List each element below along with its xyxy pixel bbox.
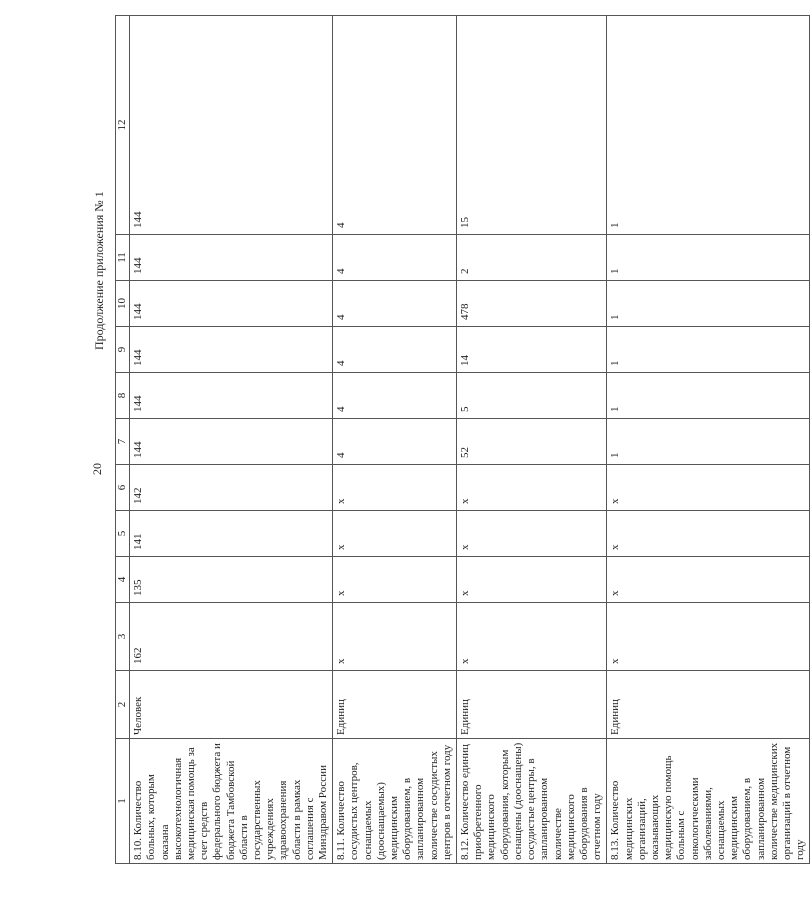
header-row: [116, 16, 130, 864]
value-cell: 4: [333, 327, 457, 373]
value-cell: 135: [130, 557, 333, 603]
value-cell: 5: [457, 373, 607, 419]
value-cell: x: [607, 511, 810, 557]
unit-cell: Человек: [130, 671, 333, 739]
value-cell: 142: [130, 465, 333, 511]
value-cell: 4: [333, 235, 457, 281]
value-cell: 144: [130, 16, 333, 235]
value-cell: x: [333, 511, 457, 557]
value-cell: x: [607, 603, 810, 671]
value-cell: 144: [130, 235, 333, 281]
header-cell: 2: [116, 671, 130, 739]
value-cell: x: [457, 465, 607, 511]
table-row: [607, 16, 810, 864]
value-cell: x: [457, 511, 607, 557]
value-cell: x: [607, 465, 810, 511]
value-cell: 4: [333, 419, 457, 465]
header-cell: 7: [116, 419, 130, 465]
value-cell: x: [333, 557, 457, 603]
value-cell: 1: [607, 235, 810, 281]
value-cell: 1: [607, 373, 810, 419]
value-cell: x: [607, 557, 810, 603]
table-row: [457, 16, 607, 864]
header-cell: 5: [116, 511, 130, 557]
value-cell: 1: [607, 16, 810, 235]
value-cell: 144: [130, 281, 333, 327]
value-cell: 144: [130, 327, 333, 373]
indicator-cell: 8.12. Количество единиц приобретенного медицинского оборудования, которым оснащены (дооснащены) сосудистые центры, в запланированном количестве медицинского оборудования в отчетном году: [457, 739, 607, 864]
table-row: [130, 16, 333, 864]
unit-cell: Единиц: [333, 671, 457, 739]
value-cell: 14: [457, 327, 607, 373]
value-cell: 141: [130, 511, 333, 557]
value-cell: 144: [130, 419, 333, 465]
value-cell: 162: [130, 603, 333, 671]
value-cell: 15: [457, 16, 607, 235]
page-number: 20: [90, 463, 104, 475]
value-cell: 1: [607, 327, 810, 373]
header-cell: 1: [116, 739, 130, 864]
header-cell: 10: [116, 281, 130, 327]
value-cell: 4: [333, 373, 457, 419]
header-cell: 12: [116, 16, 130, 235]
header-cell: 3: [116, 603, 130, 671]
indicator-cell: 8.13. Количество медицинских организаций, оказывающих медицинскую помощь больным с онкологическими заболеваниями, оснащаемых медицинским оборудованием, в запланированном количестве медицинских организаций в отчетном году: [607, 739, 810, 864]
value-cell: 144: [130, 373, 333, 419]
header-cell: 8: [116, 373, 130, 419]
header-cell: 11: [116, 235, 130, 281]
appendix-label: Продолжение приложения № 1: [92, 191, 106, 350]
value-cell: 4: [333, 16, 457, 235]
table-row: [333, 16, 457, 864]
unit-cell: Единиц: [457, 671, 607, 739]
value-cell: x: [457, 603, 607, 671]
header-cell: 4: [116, 557, 130, 603]
header-cell: 9: [116, 327, 130, 373]
header-cell: 6: [116, 465, 130, 511]
value-cell: 1: [607, 281, 810, 327]
value-cell: x: [333, 603, 457, 671]
value-cell: 478: [457, 281, 607, 327]
data-table: [115, 15, 810, 864]
unit-cell: Единиц: [607, 671, 810, 739]
value-cell: 4: [333, 281, 457, 327]
indicator-cell: 8.11. Количество сосудистых центров, оснащаемых (дооснащаемых) медицинским оборудованием, в запланированном количестве сосудистых центров в отчетном году: [333, 739, 457, 864]
value-cell: 1: [607, 419, 810, 465]
value-cell: 52: [457, 419, 607, 465]
value-cell: 2: [457, 235, 607, 281]
value-cell: x: [333, 465, 457, 511]
value-cell: x: [457, 557, 607, 603]
indicator-cell: 8.10. Количество больных, которым оказана высокотехнологичная медицинская помощь за счет средств федерального бюджета и бюджета Тамбовской области в государственных учреждениях здравоохранения области в рамках соглашения с Минздравом России: [130, 739, 333, 864]
